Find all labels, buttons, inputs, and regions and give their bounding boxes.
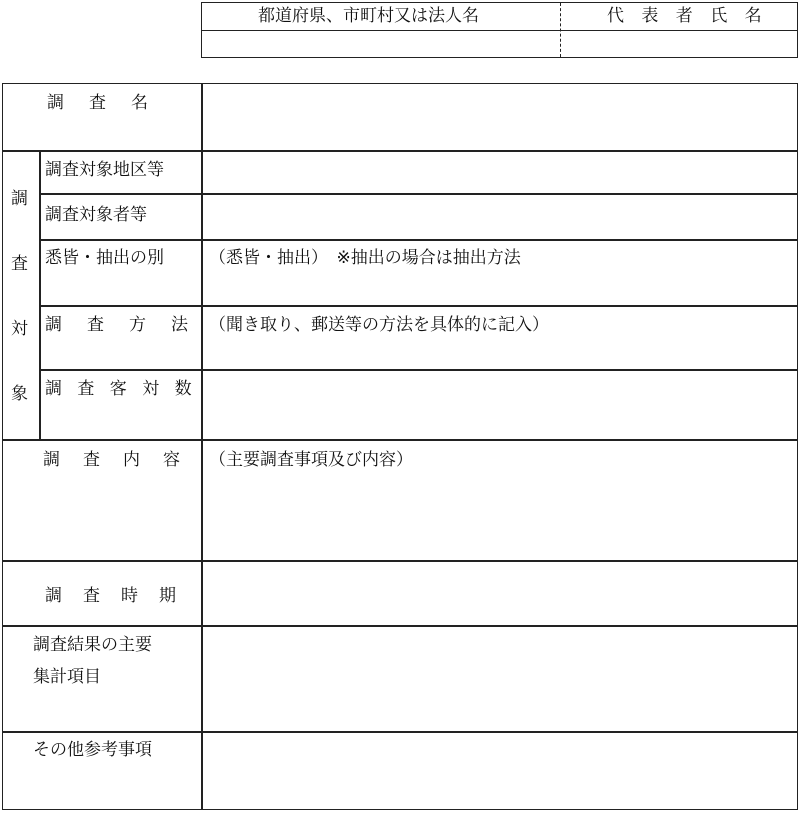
results-label-line2: 集計項目 [33, 667, 101, 687]
header-dashed-divider [560, 3, 561, 57]
row-line [39, 369, 797, 371]
target-area-label: 調査対象地区等 [45, 160, 164, 180]
target-group-char: 調 [11, 189, 28, 209]
survey-table [2, 83, 798, 810]
target-persons-label: 調査対象者等 [45, 205, 147, 225]
target-group-char: 対 [11, 319, 28, 339]
method-label: 調 査 方 法 [45, 315, 192, 335]
row-line [3, 560, 797, 562]
method-note: （聞き取り、郵送等の方法を具体的に記入） [209, 315, 549, 335]
content-label: 調 査 内 容 [43, 450, 183, 470]
target-group-char: 象 [11, 384, 28, 404]
row-line [39, 193, 797, 195]
row-line [3, 625, 797, 627]
header-table [201, 2, 798, 58]
row-line [39, 239, 797, 241]
count-label: 調 査 客 対 数 [45, 379, 197, 399]
header-org-label: 都道府県、市町村又は法人名 [258, 6, 479, 26]
row-line [39, 305, 797, 307]
content-note: （主要調査事項及び内容） [209, 450, 413, 470]
census-sample-label: 悉皆・抽出の別 [45, 248, 164, 268]
row-line [3, 731, 797, 733]
timing-label: 調 査 時 期 [45, 586, 178, 606]
results-label-line1: 調査結果の主要 [33, 635, 152, 655]
header-divider [202, 30, 797, 31]
survey-name-label: 調 査 名 [47, 93, 152, 113]
row-line [3, 150, 797, 152]
header-rep-label: 代 表 者 氏 名 [607, 6, 768, 26]
row-line [3, 439, 797, 441]
census-sample-note: （悉皆・抽出） ※抽出の場合は抽出方法 [209, 248, 521, 268]
other-label: その他参考事項 [33, 740, 152, 760]
target-group-char: 査 [11, 254, 28, 274]
